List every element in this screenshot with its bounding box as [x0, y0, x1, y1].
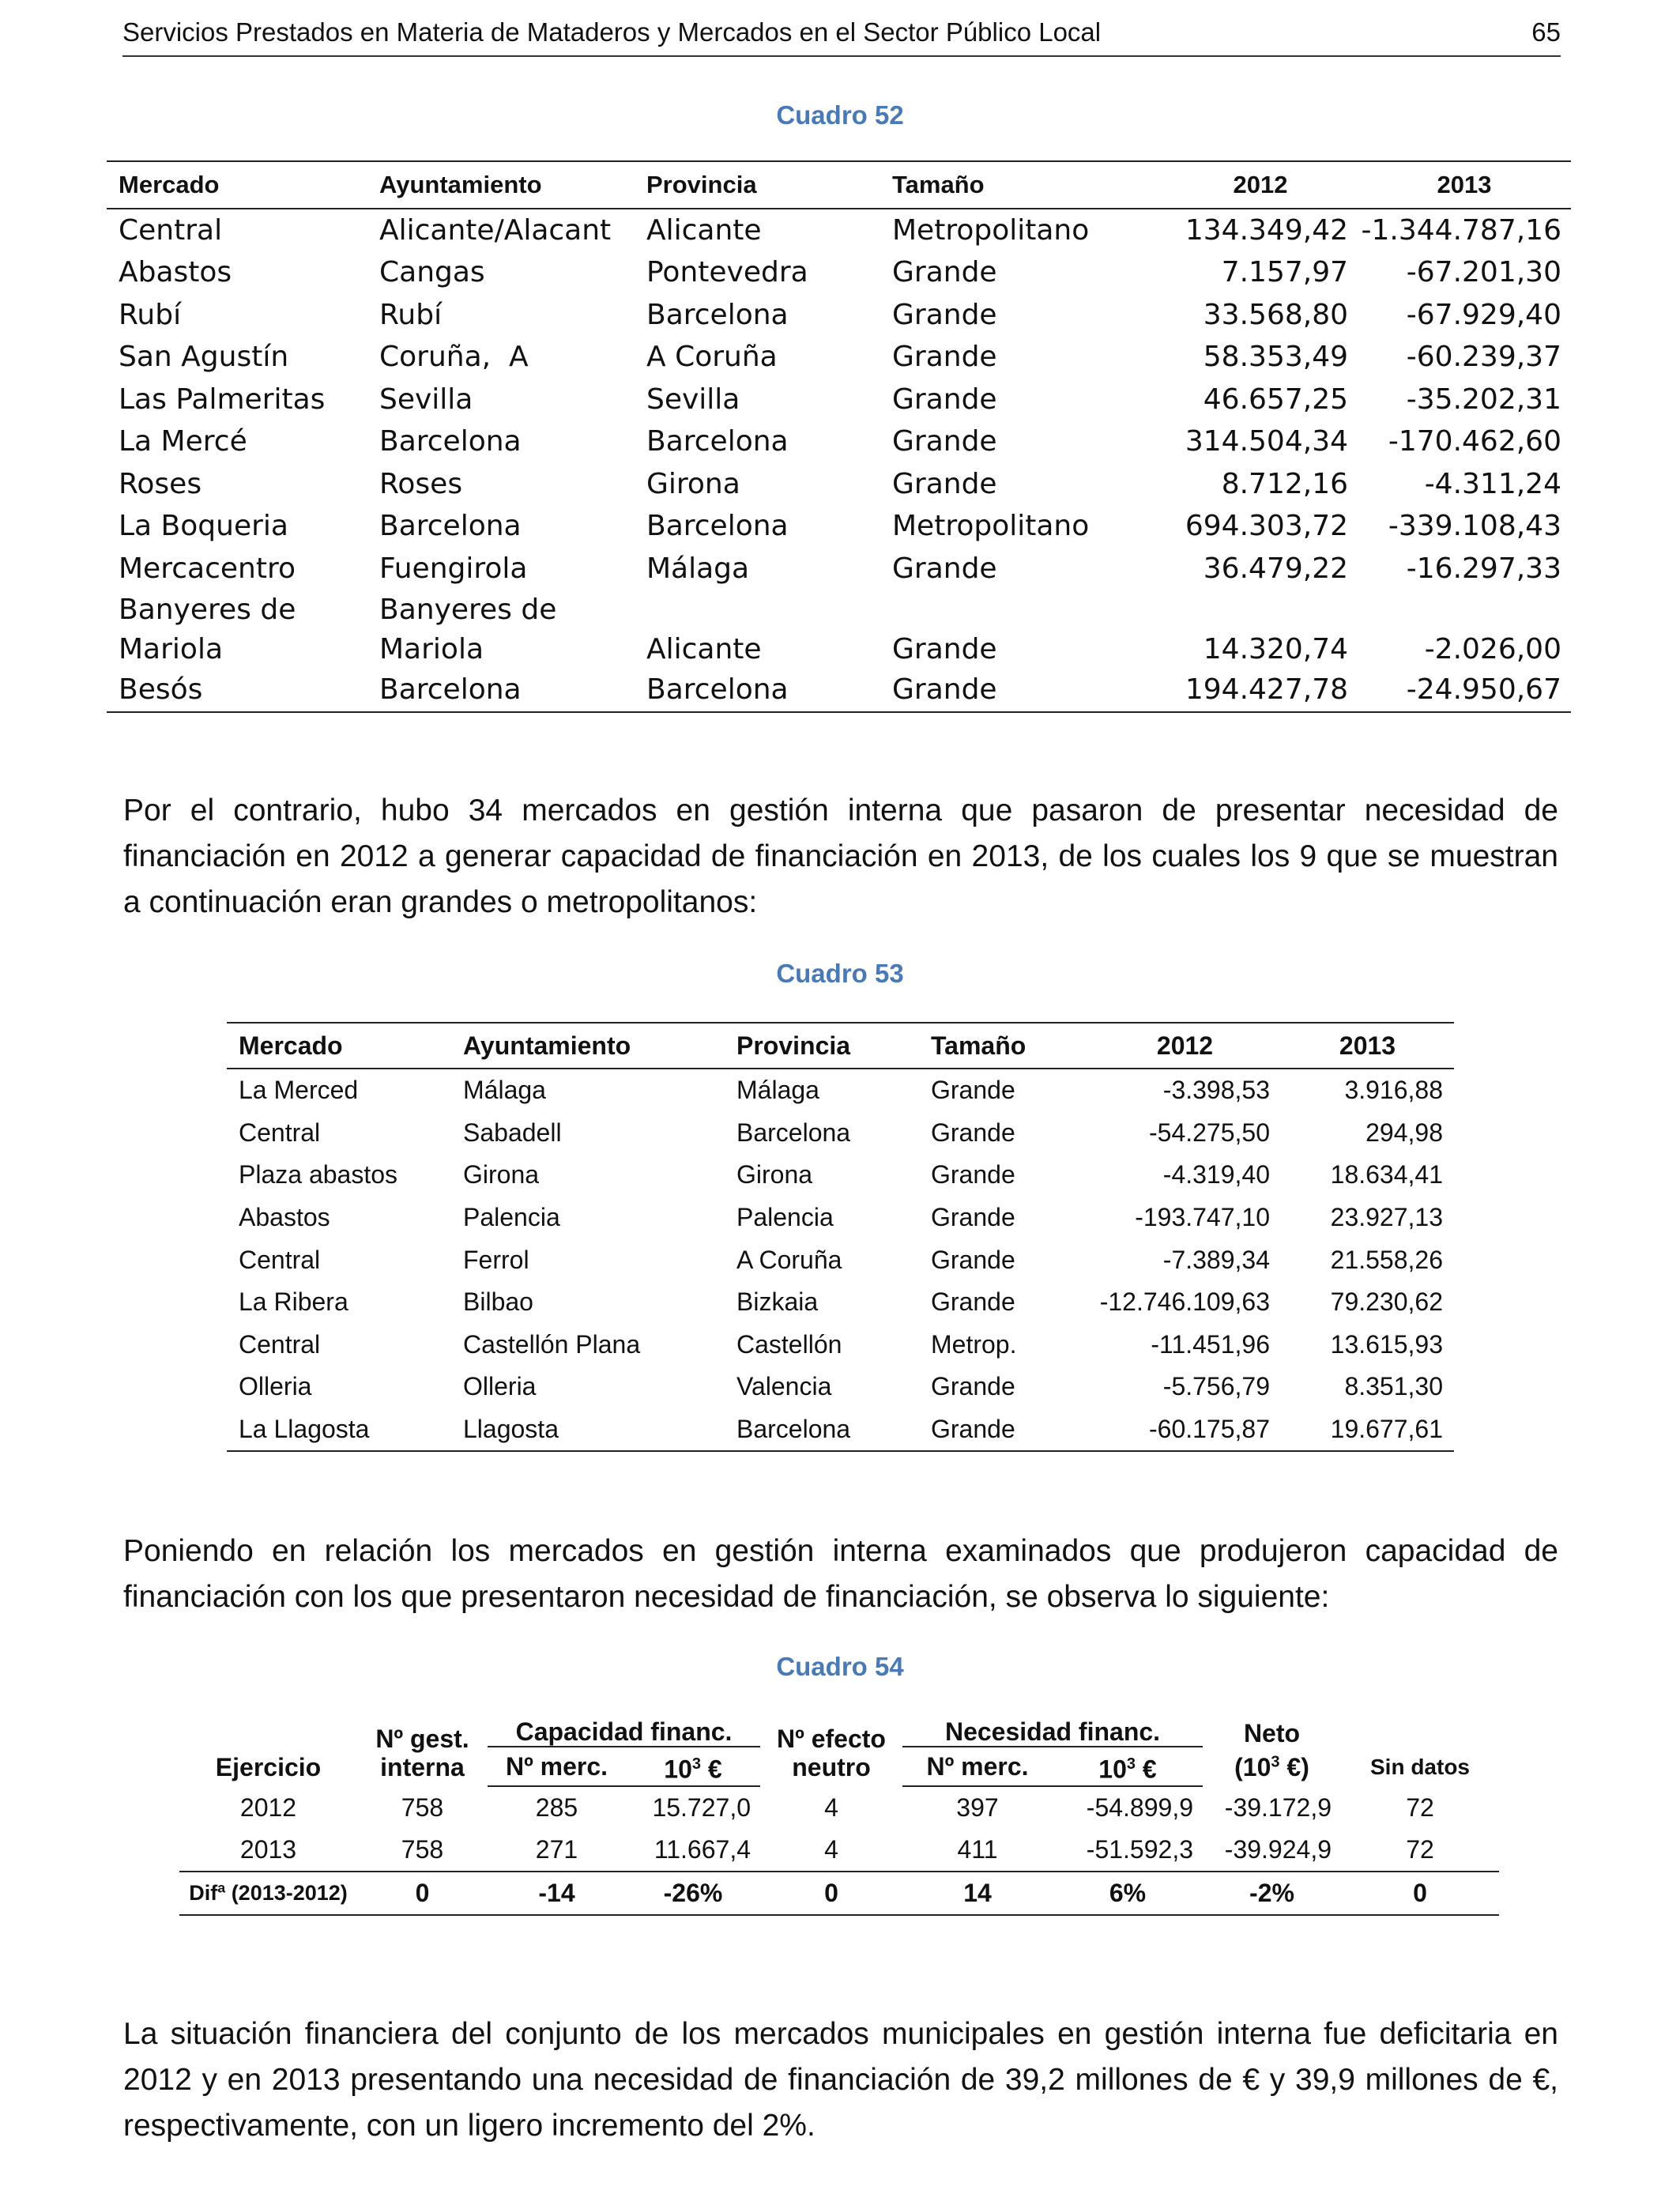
table-cell: 758 — [401, 1793, 444, 1822]
table-cell: -1.344.787,16 — [1361, 213, 1561, 247]
table-cell: -7.389,34 — [1162, 1245, 1270, 1274]
table-cell: -24.950,67 — [1358, 669, 1571, 713]
table-row — [227, 1112, 1454, 1155]
table-cell: 58.353,49 — [1203, 341, 1348, 374]
table-cell: Central — [239, 1329, 321, 1359]
table-cell: 23.927,13 — [1330, 1203, 1443, 1232]
table-cell: Grande — [892, 425, 997, 458]
table-cell: 11.667,4 — [654, 1835, 751, 1864]
header-text: 10 — [664, 1755, 692, 1784]
table-cell: -60.175,87 — [1089, 1408, 1281, 1452]
table-cell: Grande — [931, 1076, 1015, 1105]
table-cell: 18.634,41 — [1330, 1160, 1443, 1189]
table-cell: Bilbao — [463, 1287, 533, 1317]
column-header: Nº merc. — [488, 1747, 626, 1786]
table-cell: 19.677,61 — [1281, 1408, 1454, 1452]
table-cell: Málaga — [736, 1076, 819, 1105]
column-header: Provincia — [635, 161, 880, 209]
table-cell: 36.479,22 — [1203, 552, 1348, 585]
document-title: Servicios Prestados en Materia de Mataderos y Mercados en el Sector Público Local — [122, 17, 1102, 47]
table-cell: -35.202,31 — [1406, 383, 1561, 416]
column-header-line: neutro — [792, 1753, 871, 1781]
table-cell: -14 — [488, 1872, 626, 1915]
table-cell: 758 — [401, 1835, 444, 1864]
table-cell: Ferrol — [463, 1245, 529, 1274]
table-cell: 411 — [957, 1835, 998, 1864]
column-header — [357, 1717, 488, 1786]
header-text: € — [1136, 1755, 1157, 1784]
table-row — [179, 1829, 1499, 1872]
table-row — [227, 1324, 1454, 1367]
body-paragraph: Por el contrario, hubo 34 mercados en gestión interna que pasaron de presentar necesidad de financiación en 2012 a generar capacidad de financiación en 2013, de los cuales los 9 que se muestran a continuación eran grandes o metropolitanos: — [123, 794, 1558, 919]
table-row — [227, 1281, 1454, 1324]
table-cell: Barcelona — [646, 298, 789, 331]
table-row — [227, 1069, 1454, 1112]
table-cell: Barcelona — [635, 669, 880, 713]
table-cell: -193.747,10 — [1135, 1203, 1270, 1232]
table-cell: 15.727,0 — [652, 1793, 751, 1822]
header-text: € — [701, 1755, 722, 1784]
table-cell: 194.427,78 — [1163, 669, 1358, 713]
table-cell: Rubí — [119, 298, 182, 331]
table-cell: -67.929,40 — [1406, 298, 1561, 331]
table-row — [179, 1786, 1499, 1829]
table-cell: 72 — [1406, 1793, 1434, 1822]
table-cell: -60.239,37 — [1406, 341, 1561, 374]
table-cell: 6% — [1053, 1872, 1203, 1915]
table-cell: Grande — [931, 1203, 1015, 1232]
table-cell: -4.319,40 — [1162, 1160, 1270, 1189]
column-header: 2013 — [1281, 1023, 1454, 1069]
table-cell: 314.504,34 — [1185, 425, 1348, 458]
column-header: 2012 — [1089, 1023, 1281, 1069]
table-row — [107, 294, 1571, 337]
table-cell: 14 — [902, 1872, 1053, 1915]
table-row — [107, 209, 1571, 252]
table-cell: Girona — [736, 1160, 813, 1189]
table-cell: Castellón Plana — [463, 1329, 641, 1359]
table-cell: -39.172,9 — [1224, 1793, 1332, 1822]
table-cell: -4.311,24 — [1424, 467, 1561, 500]
table-cell: Girona — [463, 1160, 540, 1189]
table-row — [107, 421, 1571, 464]
table-cell: Roses — [379, 467, 463, 500]
header-exponent: 3 — [691, 1755, 702, 1773]
table-cell: La Merced — [239, 1076, 359, 1105]
table-cell: La Mercé — [119, 425, 247, 458]
table-cell: Coruña, A — [379, 341, 529, 374]
table-cell: -26% — [626, 1872, 760, 1915]
table-cell: Girona — [646, 467, 740, 500]
table-cell: 294,98 — [1365, 1118, 1443, 1147]
table-cell: Bizkaia — [736, 1287, 819, 1317]
table-cell: 79.230,62 — [1330, 1287, 1443, 1317]
table-cell: Pontevedra — [646, 256, 808, 289]
header-exponent: 3 — [1126, 1755, 1136, 1773]
table-cell: Palencia — [736, 1203, 834, 1232]
table-cell: Banyeres de Mariola — [379, 593, 557, 665]
table-cell: Plaza abastos — [239, 1160, 398, 1189]
table-cell: -39.924,9 — [1224, 1835, 1332, 1864]
column-header: Tamaño — [880, 161, 1163, 209]
table-cell: -54.899,9 — [1086, 1793, 1193, 1822]
table-cell: Abastos — [239, 1203, 330, 1232]
table-cell: 14.320,74 — [1203, 632, 1348, 665]
table-cell: Sabadell — [463, 1118, 562, 1147]
column-header: Sin datos — [1369, 1755, 1470, 1779]
page-number: 65 — [1531, 17, 1561, 47]
table-cell: La Ribera — [239, 1287, 348, 1317]
table-cell: Barcelona — [379, 510, 522, 543]
table-cell: Málaga — [646, 552, 750, 585]
table-cell: Grande — [892, 298, 997, 331]
table-cell: 13.615,93 — [1330, 1329, 1443, 1359]
table-cell: Cangas — [379, 256, 485, 289]
table-cell: Las Palmeritas — [119, 383, 326, 416]
table-header-row — [227, 1023, 1454, 1069]
table-cell: 271 — [535, 1835, 578, 1864]
table-cell: Metropolitano — [892, 510, 1090, 543]
table-cell: Mercacentro — [119, 552, 296, 585]
table-cell: Fuengirola — [379, 552, 528, 585]
column-header — [1203, 1717, 1341, 1786]
cuadro-52-caption: Cuadro 52 — [776, 100, 904, 130]
table-row — [107, 252, 1571, 295]
header-text: €) — [1279, 1753, 1309, 1781]
table-cell: -2% — [1203, 1872, 1341, 1915]
column-header: Mercado — [107, 161, 367, 209]
table-cell: -2.026,00 — [1424, 632, 1561, 665]
header-text: 10 — [1098, 1755, 1127, 1784]
table-cell: -12.746.109,63 — [1099, 1287, 1270, 1317]
table-cell: Barcelona — [379, 425, 522, 458]
column-header: 2013 — [1358, 161, 1571, 209]
table-cell: Difª (2013-2012) — [179, 1872, 357, 1915]
table-cell: -170.462,60 — [1388, 425, 1561, 458]
column-header: Ejercicio — [215, 1753, 322, 1781]
table-cell: Grande — [892, 383, 997, 416]
column-header: Nº merc. — [902, 1747, 1053, 1786]
column-header-line: Nº efecto — [777, 1725, 886, 1753]
cuadro-54-caption: Cuadro 54 — [776, 1652, 904, 1681]
table-cell: La Llagosta — [227, 1408, 451, 1452]
table-cell: Metrop. — [931, 1329, 1017, 1359]
table-cell: -3.398,53 — [1162, 1076, 1270, 1105]
table-row — [227, 1197, 1454, 1239]
column-header — [760, 1717, 902, 1786]
cuadro-54-table — [179, 1717, 1499, 1916]
column-header: 2012 — [1163, 161, 1358, 209]
difference-row — [179, 1872, 1499, 1915]
table-cell: 3.916,88 — [1344, 1076, 1443, 1105]
table-cell: A Coruña — [736, 1245, 842, 1274]
table-cell: Central — [239, 1118, 321, 1147]
table-cell: 33.568,80 — [1203, 298, 1348, 331]
header-exponent: 3 — [1271, 1753, 1280, 1771]
table-cell: Alicante — [646, 213, 762, 247]
table-cell: Olleria — [239, 1372, 312, 1401]
table-cell: Palencia — [463, 1203, 560, 1232]
column-header: Mercado — [227, 1023, 451, 1069]
table-row — [107, 506, 1571, 548]
table-cell: 46.657,25 — [1203, 383, 1348, 416]
table-cell: -54.275,50 — [1148, 1118, 1270, 1147]
table-cell: Grande — [931, 1245, 1015, 1274]
table-cell: 0 — [760, 1872, 902, 1915]
column-header: Tamaño — [919, 1023, 1089, 1069]
table-cell: Grande — [892, 632, 997, 665]
table-cell: A Coruña — [646, 341, 778, 374]
table-cell: Besós — [107, 669, 367, 713]
table-cell: -339.108,43 — [1388, 510, 1561, 543]
table-cell: Sevilla — [646, 383, 740, 416]
table-cell: 72 — [1406, 1835, 1434, 1864]
table-cell: 7.157,97 — [1221, 256, 1348, 289]
table-row — [107, 463, 1571, 506]
table-cell: Alicante — [646, 632, 762, 665]
table-header-row — [107, 161, 1571, 209]
table-cell: Grande — [892, 552, 997, 585]
table-cell: 21.558,26 — [1330, 1245, 1443, 1274]
table-cell: Central — [239, 1245, 321, 1274]
table-row — [107, 590, 1571, 669]
table-cell: Metropolitano — [892, 213, 1090, 247]
body-paragraph: Poniendo en relación los mercados en gestión interna examinados que produjeron capacidad de financiación con los que presentaron necesidad de financiación, se observa lo siguiente: — [123, 1534, 1558, 1614]
table-cell: Llagosta — [451, 1408, 725, 1452]
table-cell: Valencia — [736, 1372, 832, 1401]
table-cell: Barcelona — [367, 669, 635, 713]
table-cell: Barcelona — [725, 1408, 919, 1452]
table-row — [107, 548, 1571, 590]
table-cell: Grande — [931, 1118, 1015, 1147]
table-cell: 397 — [956, 1793, 999, 1822]
table-header-row — [179, 1717, 1499, 1747]
table-cell: Grande — [880, 669, 1163, 713]
table-cell: -5.756,79 — [1162, 1372, 1270, 1401]
table-cell: -51.592,3 — [1086, 1835, 1193, 1864]
table-cell: 8.712,16 — [1221, 467, 1348, 500]
table-cell: Olleria — [463, 1372, 537, 1401]
column-header-line: Nº gest. — [375, 1725, 469, 1753]
table-cell: Barcelona — [646, 425, 789, 458]
page-header — [122, 14, 1561, 57]
column-header-line — [1234, 1753, 1309, 1781]
column-group-header: Necesidad financ. — [902, 1717, 1203, 1747]
table-cell: Banyeres de Mariola — [119, 593, 296, 665]
table-row — [107, 379, 1571, 421]
table-cell: Grande — [892, 341, 997, 374]
table-cell: 4 — [824, 1793, 838, 1822]
column-header: Ayuntamiento — [451, 1023, 725, 1069]
table-row — [227, 1366, 1454, 1408]
table-cell: Grande — [931, 1160, 1015, 1189]
table-cell: La Boqueria — [119, 510, 288, 543]
table-cell: Abastos — [119, 256, 232, 289]
column-header-line: interna — [380, 1753, 465, 1781]
table-cell: Grande — [892, 467, 997, 500]
table-cell: 134.349,42 — [1185, 213, 1348, 247]
cuadro-53-table — [227, 1022, 1454, 1452]
table-cell: Grande — [931, 1372, 1015, 1401]
table-cell: 0 — [1341, 1872, 1499, 1915]
table-cell: Castellón — [736, 1329, 842, 1359]
table-cell: San Agustín — [119, 341, 289, 374]
table-cell: Barcelona — [646, 510, 789, 543]
table-row — [227, 1408, 1454, 1452]
column-header: Ayuntamiento — [367, 161, 635, 209]
body-paragraph: La situación financiera del conjunto de los mercados municipales en gestión interna fue deficitaria en 2012 y en 2013 presentando una necesidad de financiación de 39,2 millones de € y 39,9 millones de €, respectivamente, con un ligero incremento del 2%. — [123, 2017, 1558, 2143]
table-cell: Grande — [892, 256, 997, 289]
table-cell: Grande — [931, 1287, 1015, 1317]
table-cell: Barcelona — [736, 1118, 851, 1147]
table-cell: Roses — [119, 467, 202, 500]
table-cell: 2012 — [239, 1793, 297, 1822]
cuadro-53-caption: Cuadro 53 — [776, 959, 904, 988]
table-row — [107, 669, 1571, 713]
table-cell: 285 — [535, 1793, 578, 1822]
table-cell: -67.201,30 — [1406, 256, 1561, 289]
table-row — [227, 1154, 1454, 1197]
column-header: Provincia — [725, 1023, 919, 1069]
table-cell: 8.351,30 — [1344, 1372, 1443, 1401]
table-cell: Rubí — [379, 298, 443, 331]
header-text: (10 — [1234, 1753, 1271, 1781]
column-header — [626, 1747, 760, 1786]
table-cell: Grande — [919, 1408, 1089, 1452]
table-row — [227, 1238, 1454, 1281]
table-cell: -11.451,96 — [1151, 1329, 1270, 1359]
table-cell: 2013 — [239, 1835, 297, 1864]
cuadro-52-table — [107, 160, 1571, 713]
column-group-header: Capacidad financ. — [488, 1717, 760, 1747]
table-cell: Alicante/Alacant — [379, 213, 612, 247]
column-header — [1053, 1747, 1203, 1786]
table-cell: Sevilla — [379, 383, 473, 416]
table-cell: 694.303,72 — [1185, 510, 1348, 543]
table-cell: 0 — [357, 1872, 488, 1915]
table-cell: 4 — [824, 1835, 838, 1864]
table-cell: Málaga — [463, 1076, 546, 1105]
table-cell: -16.297,33 — [1406, 552, 1561, 585]
column-header-line: Neto — [1243, 1719, 1301, 1748]
table-row — [107, 337, 1571, 379]
table-cell: Central — [119, 213, 223, 247]
